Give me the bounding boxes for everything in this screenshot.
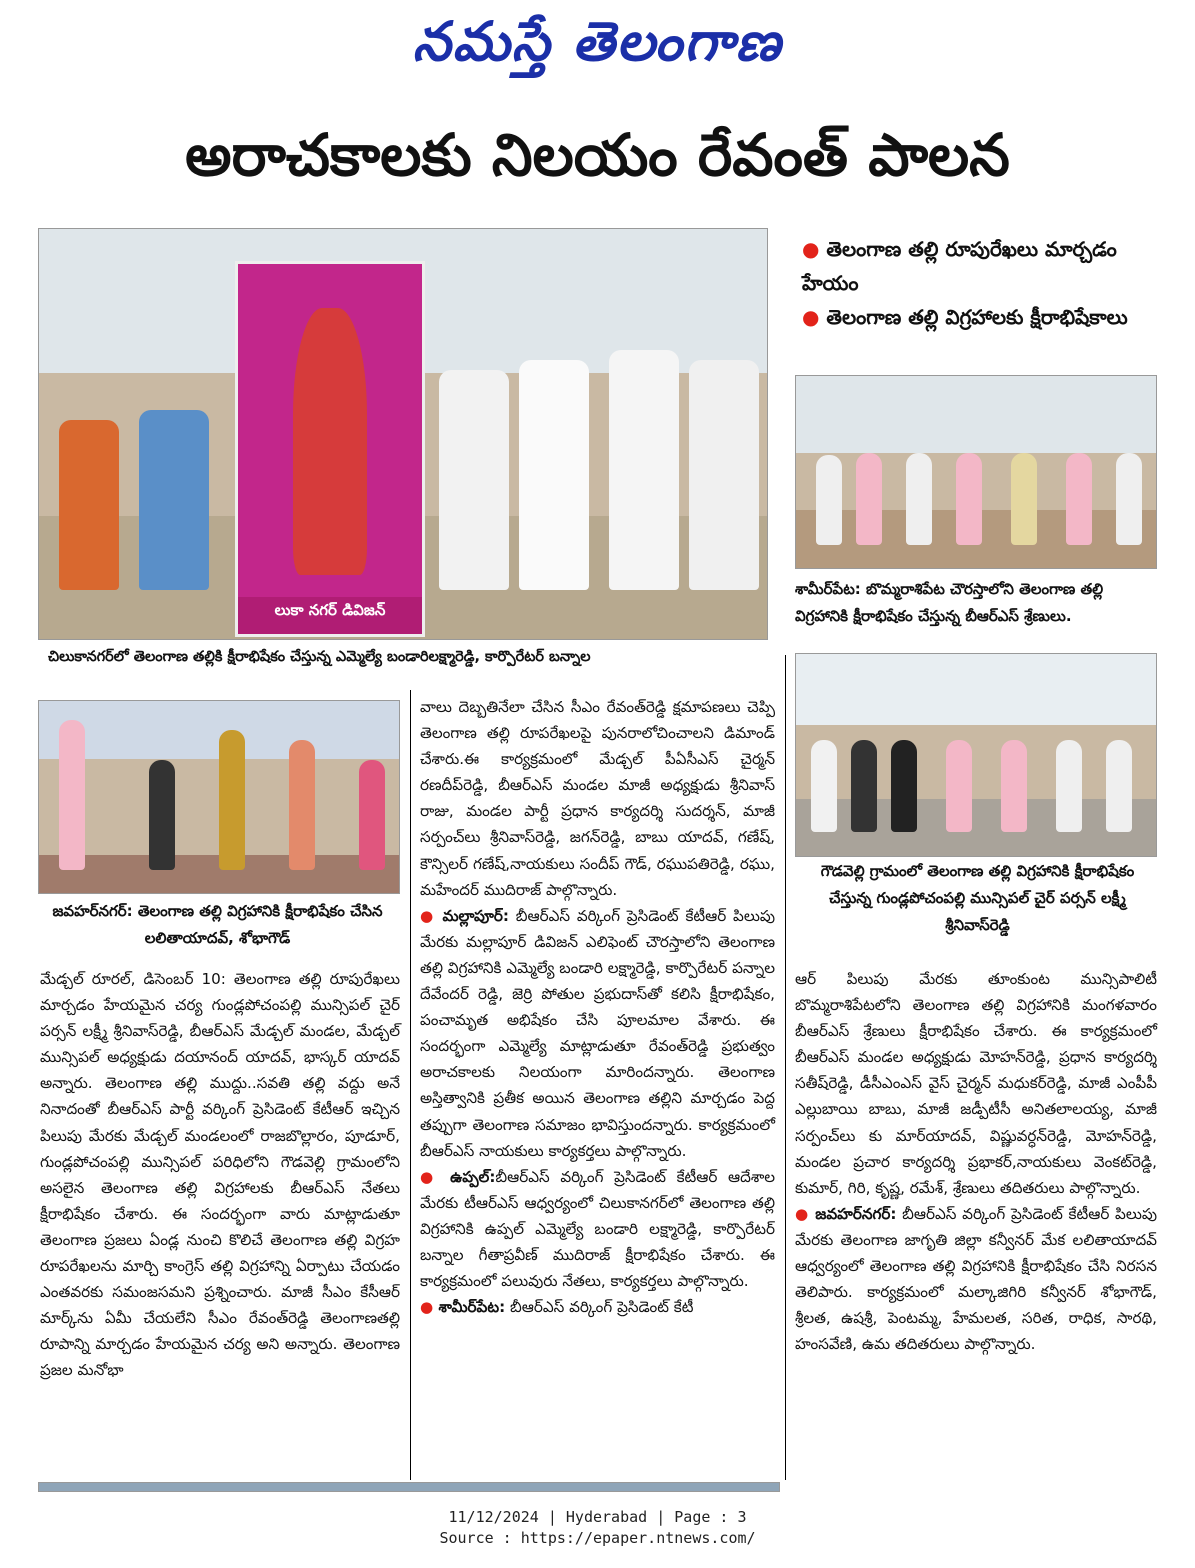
highlights bbox=[802, 232, 1162, 334]
shamirpet-photo bbox=[795, 375, 1157, 569]
bottom-photo-strip bbox=[38, 1482, 780, 1492]
headline: అరాచకాలకు నిలయం రేవంత్ పాలన bbox=[185, 121, 1010, 189]
column-2-intro: వాలు దెబ్బతినేలా చేసిన సీఎం రేవంత్‌రెడ్డి క్షమాపణలు చెప్పి తెలంగాణ తల్లి రూపరేఖలపై పునరాలోచించాలని డిమాండ్ చేశారు.ఈ కార్యక్రమంలో మేడ్చల్ పీఏసీఎస్ చైర్మన్ రణదీప్‌రెడ్డి, బీఆర్‌ఎస్ మండల మాజీ అధ్యక్షుడు శ్రీనివాస్ రాజు, మండల పార్టీ ప్రధాన కార్యదర్శి సుదర్శన్, మాజీ సర్పంచ్‌లు శ్రీనివాస్‌రెడ్డి, జగన్‌రెడ్డి, బాబు యాదవ్, గణేష్, కౌన్సిలర్ గణేష్,నాయకులు సందీప్ గౌడ్, రఘుపతిరెడ్డి, రఘు, మహేందర్ ముదిరాజ్ పాల్గొన్నారు. bbox=[420, 698, 775, 899]
goudavelli-photo bbox=[795, 653, 1157, 857]
main-photo bbox=[38, 228, 768, 640]
shamirpet-caption: శామీర్‌పేట: బొమ్మరాశిపేట చౌరస్తాలోని తెలంగాణ తల్లి విగ్రహానికి క్షీరాభిషేకం చేస్తున్న బీఆర్‌ఎస్ శ్రేణులు. bbox=[795, 580, 1104, 625]
poster-band: లుకా నగర్ డివిజన్ bbox=[238, 597, 422, 634]
column-divider bbox=[410, 690, 411, 1480]
column-3-body: ఆర్ పిలుపు మేరకు తూంకుంట మున్సిపాలిటీ బొమ్మరాశిపేటలోని తెలంగాణ తల్లి విగ్రహానికి మంగళవారం బీఆర్‌ఎస్ శ్రేణులు క్షీరాభిషేకం చేశారు. ఈ కార్యక్రమంలో బీఆర్‌ఎస్ మండల అధ్యక్షుడు మోహన్‌రెడ్డి, ప్రధాన కార్యదర్శి సతీష్‌రెడ్డి, డీసీఎంఎస్ వైస్ చైర్మన్ మధుకర్‌రెడ్డి, మాజీ ఎంపీపీ ఎల్లుబాయి బాబు, మాజీ జడ్పీటీసీ అనితలాలయ్య, మాజీ సర్పంచ్‌లు కు మార్‌యాదవ్, విష్ణువర్ధన్‌రెడ్డి, మోహన్‌రెడ్డి, మండల ప్రచార కార్యదర్శి ప్రభాకర్,నాయకులు వెంకట్‌రెడ్డి, కుమార్, గిరి, కృష్ణ, రమేశ్, శ్రేణులు తదితరులు పాల్గొన్నారు. bbox=[795, 970, 1157, 1197]
highlight-item: ● తెలంగాణ తల్లి రూపురేఖలు మార్చడం హేయం bbox=[802, 237, 1117, 295]
column-1-text bbox=[40, 966, 400, 1384]
goudavelli-caption: గౌడవెల్లి గ్రామంలో తెలంగాణ తల్లి విగ్రహానికి క్షీరాభిషేకం చేస్తున్న గుండ్లపోచంపల్లి మున్సిపల్ చైర్ పర్సన్ లక్ష్మీ శ్రీనివాస్‌రెడ్డి bbox=[820, 862, 1135, 934]
masthead-logo: నమస్తే తెలంగాణ bbox=[412, 9, 783, 73]
column-divider bbox=[785, 655, 786, 1480]
jawaharnagar-caption: జవహర్‌నగర్: తెలంగాణ తల్లి విగ్రహానికి క్షీరాభిషేకం చేసిన లలితాయాదవ్, శోభాగౌడ్ bbox=[52, 902, 383, 947]
telangana-talli-poster bbox=[235, 261, 425, 637]
jawaharnagar-item: ● జవహర్‌నగర్: బీఆర్‌ఎస్ వర్కింగ్ ప్రెసిడెంట్ కేటీఆర్ పిలుపు మేరకు తెలంగాణ జాగృతి జిల్లా కన్వీనర్ మేక లలితాయాదవ్ ఆధ్వర్యంలో తెలంగాణ తల్లి విగ్రహానికి క్షీరాభిషేకం చేసి నిరసన తెలిపారు. కార్యక్రమంలో మల్కాజిగిరి కన్వీనర్ శోభాగౌడ్, శ్రీలత, ఉషశ్రీ, పెంటమ్మ, హేమలత, సరిత, రాధిక, సారథి, హంసవేణి, ఉమ తదితరులు పాల్గొన్నారు. bbox=[795, 1204, 1157, 1354]
shamirpet-item: ● శామీర్‌పేట: బీఆర్‌ఎస్ వర్కింగ్ ప్రెసిడెంట్ కేటీ bbox=[420, 1298, 694, 1317]
uppal-item: ● ఉప్పల్:బీఆర్‌ఎస్ వర్కింగ్ ప్రెసిడెంట్ కేటీఆర్ ఆదేశాల మేరకు టీఆర్‌ఎస్ ఆధ్వర్యంలో చిలుకానగర్‌లో తెలంగాణ తల్లి విగ్రహానికి ఉప్పల్ ఎమ్మెల్యే బండారి లక్ష్మారెడ్డి, కార్పొరేటర్ బన్నాల గీతాప్రవీణ్ ముదిరాజ్ క్షీరాభిషేకం చేశారు. ఈ కార్యక్రమంలో పలువురు నేతలు, కార్యకర్తలు పాల్గొన్నారు. bbox=[420, 1167, 776, 1291]
column-2-text bbox=[420, 694, 775, 1320]
jawaharnagar-photo bbox=[38, 700, 400, 894]
highlight-item: ● తెలంగాణ తల్లి విగ్రహాలకు క్షీరాభిషేకాలు bbox=[802, 305, 1128, 329]
main-photo-caption: చిలుకానగర్‌లో తెలంగాణ తల్లికి క్షీరాభిషేకం చేస్తున్న ఎమ్మెల్యే బండారిలక్ష్మారెడ్డి, కార్పొరేటర్ బన్నాల bbox=[48, 649, 591, 665]
mallapur-item: ● మల్లాపూర్: బీఆర్‌ఎస్ వర్కింగ్ ప్రెసిడెంట్ కేటీఆర్ పిలుపు మేరకు మల్లాపూర్ డివిజన్ ఎలిఫెంట్ చౌరస్తాలోని తెలంగాణ తల్లి విగ్రహానికి ఎమ్మెల్యే బండారి లక్ష్మారెడ్డి, కార్పొరేటర్ పన్నాల దేవేందర్ రెడ్డి, జెర్రి పోతుల ప్రభుదాస్‌తో కలిసి క్షీరాభిషేకం, పంచామృత అభిషేకం చేసి పూలమాల వేశారు. ఈ సందర్భంగా ఎమ్మెల్యే మాట్లాడుతూ రేవంత్‌రెడ్డి ప్రభుత్వం అరాచకాలకు నిలయంగా మారిందన్నారు. తెలంగాణ అస్తిత్వానికి ప్రతీక అయిన తెలంగాణ తల్లిని మార్చడం పెద్ద తప్పుగా తెలంగాణ సమాజం భావిస్తుందన్నారు. కార్యక్రమంలో బీఆర్‌ఎస్ నాయకులు కార్యకర్తలు పాల్గొన్నారు. bbox=[420, 906, 776, 1160]
footer-source-line: Source : https://epaper.ntnews.com/ bbox=[439, 1529, 756, 1547]
footer-date-line: 11/12/2024 | Hyderabad | Page : 3 bbox=[448, 1508, 747, 1526]
column-1-body: మేడ్చల్ రూరల్, డిసెంబర్ 10: తెలంగాణ తల్లి రూపురేఖలు మార్చడం హేయమైన చర్య గుండ్లపోచంపల్లి మున్సిపల్ చైర్ పర్సన్ లక్ష్మీ శ్రీనివాస్‌రెడ్డి, బీఆర్‌ఎస్ మేడ్చల్ మండల, మేడ్చల్ మున్సిపల్ అధ్యక్షుడు దయానంద్ యాదవ్, భాస్కర్ యాదవ్ అన్నారు. తెలంగాణ తల్లి ముద్దు..సవతి తల్లి వద్దు అనే నినాదంతో బీఆర్‌ఎస్ పార్టీ వర్కింగ్ ప్రెసిడెంట్ కేటీఆర్ ఇచ్చిన పిలుపు మేరకు మేడ్చల్ మండలంలో రాజబొల్లారం, పూడూర్, గుండ్లపోచంపల్లి మున్సిపల్ పరిధిలోని గౌడవెల్లి గ్రామంలోని అసలైన తెలంగాణ తల్లి విగ్రహాలకు బీఆర్‌ఎస్ నేతలు క్షీరాభిషేకం చేశారు. ఈ సందర్భంగా వారు మాట్లాడుతూ తెలంగాణ ప్రజలు ఏండ్ల నుంచి కొలిచే తెలంగాణ తల్లి విగ్రహ రూపరేఖలను మార్చి కాంగ్రెస్ తల్లి విగ్రహాన్ని ఏర్పాటు చేయడం ఎంతవరకు సమంజసమని ప్రశ్నించారు. మాజీ సీఎం కేసీఆర్ మార్క్‌ను ఏమీ చేయలేని సీఎం రేవంత్‌రెడ్డి తెలంగాణతల్లి రూపాన్ని మార్చడం హేయమైన చర్య అని అన్నారు. తెలంగాణ ప్రజల మనోభా bbox=[40, 970, 400, 1380]
column-3-text bbox=[795, 966, 1157, 1357]
